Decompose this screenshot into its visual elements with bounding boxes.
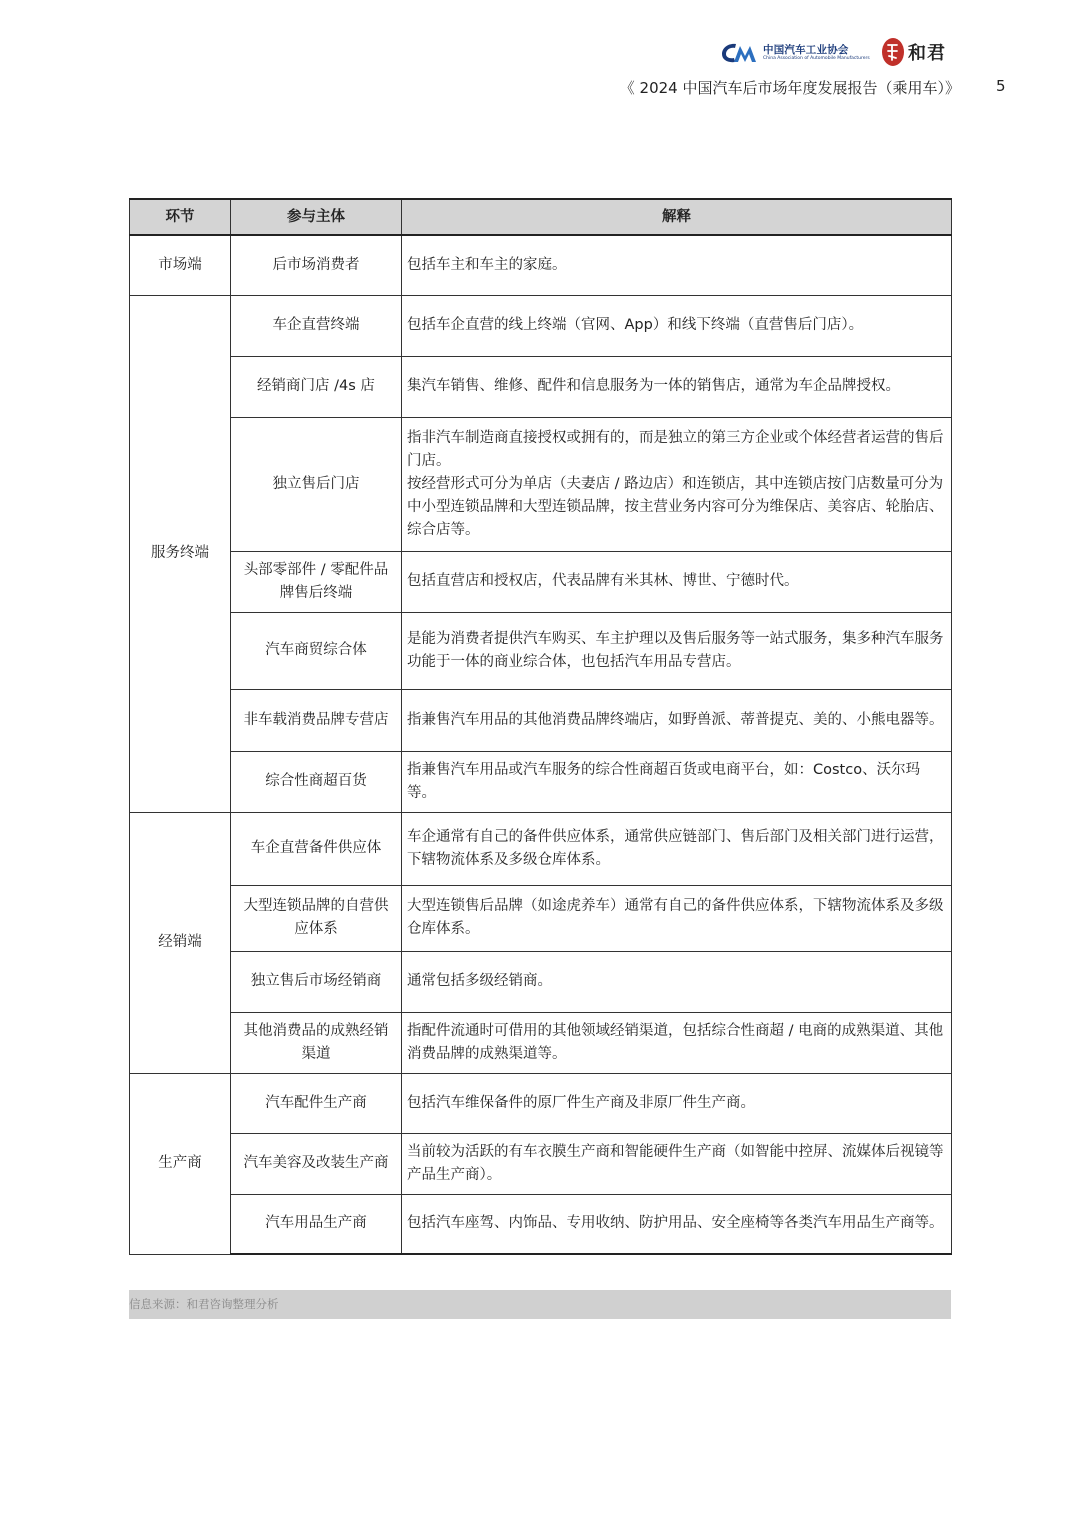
hejun-seal-icon: [880, 36, 906, 68]
description-text: 指兼售汽车用品的其他消费品牌终端店，如野兽派、蒂普提克、美的、小熊电器等。: [407, 711, 944, 728]
table-row: [130, 885, 952, 951]
hejun-logo: [880, 36, 946, 68]
description-text: 指兼售汽车用品或汽车服务的综合性商超百货或电商平台，如：Costco、沃尔玛等。: [407, 761, 921, 801]
description-cell: [402, 295, 952, 356]
description-cell: [402, 551, 952, 612]
actor-cell: 头部零部件 / 零配件品牌售后终端: [231, 551, 402, 612]
description-cell: [402, 235, 952, 295]
table-row: [130, 951, 952, 1012]
actor-cell: 车企直营终端: [231, 295, 402, 356]
description-text: 集汽车销售、维修、配件和信息服务为一体的销售店，通常为车企品牌授权。: [407, 378, 900, 394]
description-text: 按经营形式可分为单店（夫妻店 / 路边店）和连锁店，其中连锁店按门店数量可分为中小型连锁品牌和大型连锁品牌，按主营业务内容可分为维保店、美容店、轮胎店、综合店等。: [407, 475, 944, 538]
participants-table: [129, 198, 952, 1255]
description-text: 当前较为活跃的有车衣膜生产商和智能硬件生产商（如智能中控屏、流媒体后视镜等产品生产商）。: [407, 1143, 944, 1183]
description-cell: [402, 1194, 952, 1254]
description-text: 包括汽车座驾、内饰品、专用收纳、防护用品、安全座椅等各类汽车用品生产商等。: [407, 1215, 944, 1232]
table-row: [130, 812, 952, 885]
actor-cell: 独立售后市场经销商: [231, 951, 402, 1012]
hejun-name: 和君: [908, 43, 946, 64]
actor-cell: 独立售后门店: [231, 417, 402, 551]
table-row: [130, 1073, 952, 1133]
table-row: [130, 1012, 952, 1073]
description-cell: [402, 356, 952, 417]
caam-logo-icon: [720, 40, 760, 66]
description-cell: [402, 812, 952, 885]
page-number: 5: [996, 77, 1006, 95]
table-row: [130, 356, 952, 417]
actor-cell: 其他消费品的成熟经销渠道: [231, 1012, 402, 1073]
description-text: 指非汽车制造商直接授权或拥有的，而是独立的第三方企业或个体经营者运营的售后门店。: [407, 429, 944, 469]
actor-cell: 汽车配件生产商: [231, 1073, 402, 1133]
description-cell: [402, 885, 952, 951]
table-row: [130, 1194, 952, 1254]
table-row: [130, 1133, 952, 1194]
description-text: 包括车主和车主的家庭。: [407, 256, 567, 273]
segment-cell: 市场端: [130, 235, 231, 295]
actor-cell: 汽车商贸综合体: [231, 612, 402, 689]
actor-cell: 大型连锁品牌的自营供应体系: [231, 885, 402, 951]
description-text: 通常包括多级经销商。: [407, 973, 552, 989]
description-cell: [402, 689, 952, 751]
col-header-actor: 参与主体: [231, 199, 402, 235]
table-row: [130, 612, 952, 689]
header-logos: [720, 36, 960, 70]
description-cell: [402, 612, 952, 689]
report-title: 《 2024 中国汽车后市场年度发展报告（乘用车）》: [619, 79, 960, 97]
caam-name: 中国汽车工业协会: [763, 43, 849, 56]
description-text: 大型连锁售后品牌（如途虎养车）通常有自己的备件供应体系，下辖物流体系及多级仓库体系。: [407, 898, 944, 937]
table-row: [130, 295, 952, 356]
description-text: 是能为消费者提供汽车购买、车主护理以及售后服务等一站式服务，集多种汽车服务功能于一体的商业综合体，也包括汽车用品专营店。: [407, 630, 944, 670]
actor-cell: 汽车用品生产商: [231, 1194, 402, 1254]
source-note: 信息来源：和君咨询整理分析: [129, 1297, 279, 1311]
description-text: 包括直营店和授权店，代表品牌有米其林、博世、宁德时代。: [407, 573, 799, 589]
description-text: 包括车企直营的线上终端（官网、App）和线下终端（直营售后门店）。: [407, 317, 864, 333]
description-text: 包括汽车维保备件的原厂件生产商及非原厂件生产商。: [407, 1094, 755, 1111]
col-header-segment: 环节: [130, 199, 231, 235]
table-row: [130, 235, 952, 295]
caam-name-en: China Association of Automobile Manufacturers: [763, 56, 870, 61]
description-cell: [402, 951, 952, 1012]
description-cell: [402, 1133, 952, 1194]
col-header-description: 解释: [402, 199, 952, 235]
actor-cell: 汽车美容及改装生产商: [231, 1133, 402, 1194]
segment-cell: 生产商: [130, 1073, 231, 1254]
description-text: 指配件流通时可借用的其他领域经销渠道，包括综合性商超 / 电商的成熟渠道、其他消费品牌的成熟渠道等。: [407, 1022, 944, 1062]
table-row: [130, 689, 952, 751]
description-cell: [402, 751, 952, 812]
actor-cell: 非车载消费品牌专营店: [231, 689, 402, 751]
table-row: [130, 417, 952, 551]
description-cell: [402, 1012, 952, 1073]
actor-cell: 车企直营备件供应体: [231, 812, 402, 885]
actor-cell: 综合性商超百货: [231, 751, 402, 812]
description-cell: [402, 1073, 952, 1133]
actor-cell: 经销商门店 /4s 店: [231, 356, 402, 417]
description-text: 车企通常有自己的备件供应体系，通常供应链部门、售后部门及相关部门进行运营，下辖物流体系及多级仓库体系。: [407, 828, 944, 868]
description-cell: [402, 417, 952, 551]
segment-cell: 服务终端: [130, 295, 231, 812]
table-header-row: [130, 199, 952, 235]
table-row: [130, 551, 952, 612]
caam-logo: [720, 40, 870, 66]
actor-cell: 后市场消费者: [231, 235, 402, 295]
table-row: [130, 751, 952, 812]
source-bar: [129, 1290, 951, 1319]
segment-cell: 经销端: [130, 812, 231, 1073]
